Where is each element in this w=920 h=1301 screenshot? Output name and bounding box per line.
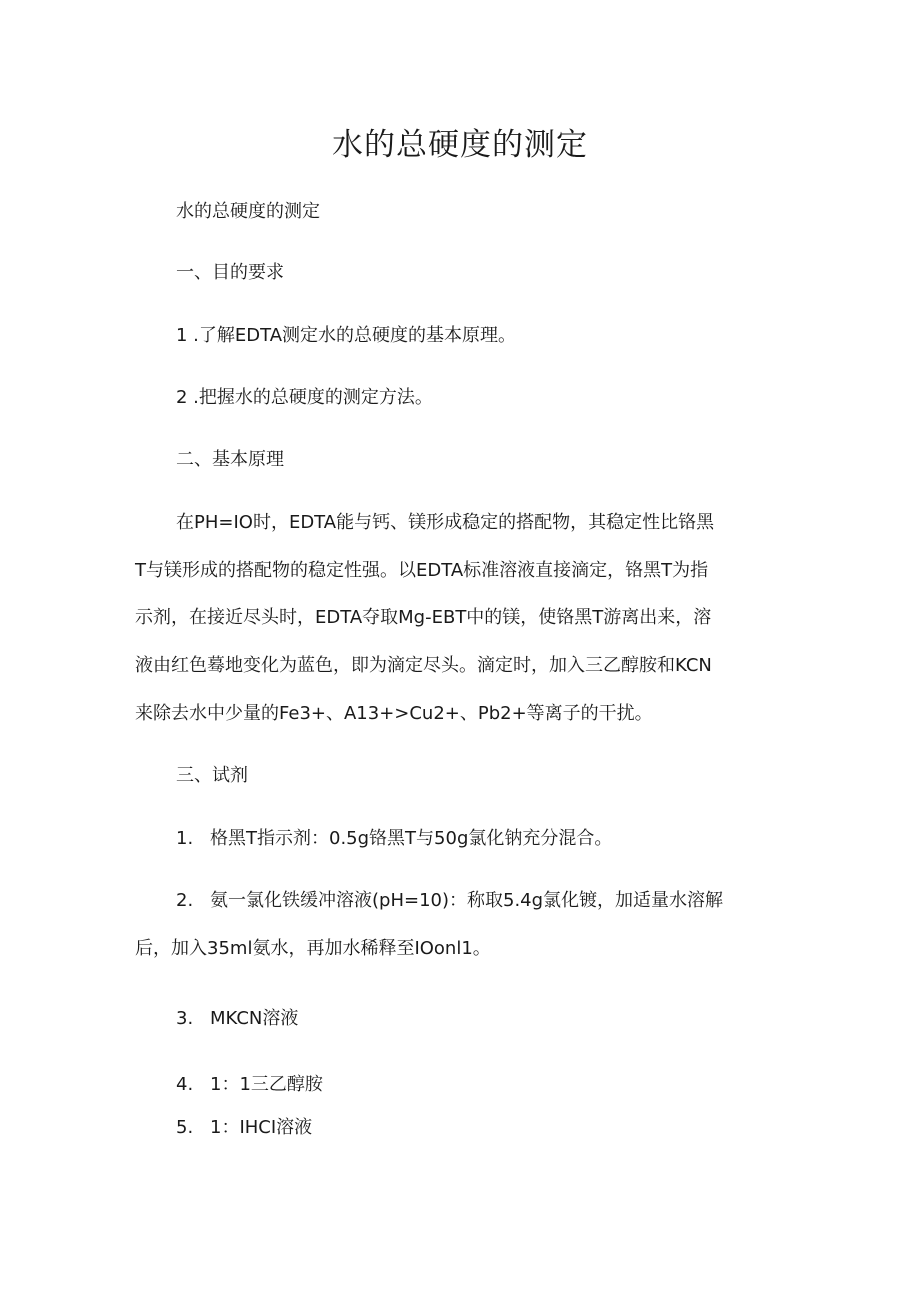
reagent-item [176, 825, 612, 853]
reagent-item [176, 1005, 298, 1033]
objective-item: 1 .了解EDTA测定水的总硬度的基本原理。 [176, 325, 517, 346]
reagent-item [176, 1114, 312, 1142]
reagent-continuation: 后，加入35ml氨水，再加水稀释至IOonl1。 [135, 938, 491, 959]
reagent-number: 2. [176, 890, 194, 911]
reagent-text: 1：1三乙醇胺 [210, 1074, 323, 1095]
reagent-number: 3. [176, 1008, 194, 1029]
reagent-number: 4. [176, 1074, 194, 1095]
reagent-number: 1. [176, 828, 194, 849]
reagent-number: 5. [176, 1117, 194, 1138]
document-subtitle: 水的总硬度的测定 [176, 201, 320, 222]
principle-paragraph-line: 来除去水中少量的Fe3+、A13+>Cu2+、Pb2+等离子的干扰。 [135, 703, 653, 724]
section-heading-reagents: 三、试剂 [176, 765, 248, 786]
reagent-text: 氨一氯化铁缓冲溶液(pH=10)：称取5.4g氯化镀，加适量水溶解 [210, 890, 724, 911]
principle-paragraph-line: 在PH=IO时，EDTA能与钙、镁形成稳定的搭配物，其稳定性比铬黑 [176, 512, 715, 533]
principle-paragraph-line: T与镁形成的搭配物的稳定性强。以EDTA标准溶液直接滴定，铬黑T为指 [135, 560, 709, 581]
reagent-text: 1：IHCI溶液 [210, 1117, 313, 1138]
reagent-text: MKCN溶液 [210, 1008, 299, 1029]
objective-item: 2 .把握水的总硬度的测定方法。 [176, 387, 433, 408]
reagent-text: 格黑T指示剂：0.5g铬黑T与50g氯化钠充分混合。 [210, 828, 613, 849]
principle-paragraph-line: 示剂，在接近尽头时，EDTA夺取Mg-EBT中的镁，使铬黑T游离出来，溶 [135, 607, 712, 628]
document-title: 水的总硬度的测定 [332, 127, 588, 163]
reagent-item [176, 887, 723, 915]
principle-paragraph-line: 液由红色蓦地变化为蓝色，即为滴定尽头。滴定时，加入三乙醇胺和KCN [135, 655, 712, 676]
section-heading-principle: 二、基本原理 [176, 449, 284, 470]
section-heading-objectives: 一、目的要求 [176, 262, 284, 283]
reagent-item [176, 1071, 323, 1099]
